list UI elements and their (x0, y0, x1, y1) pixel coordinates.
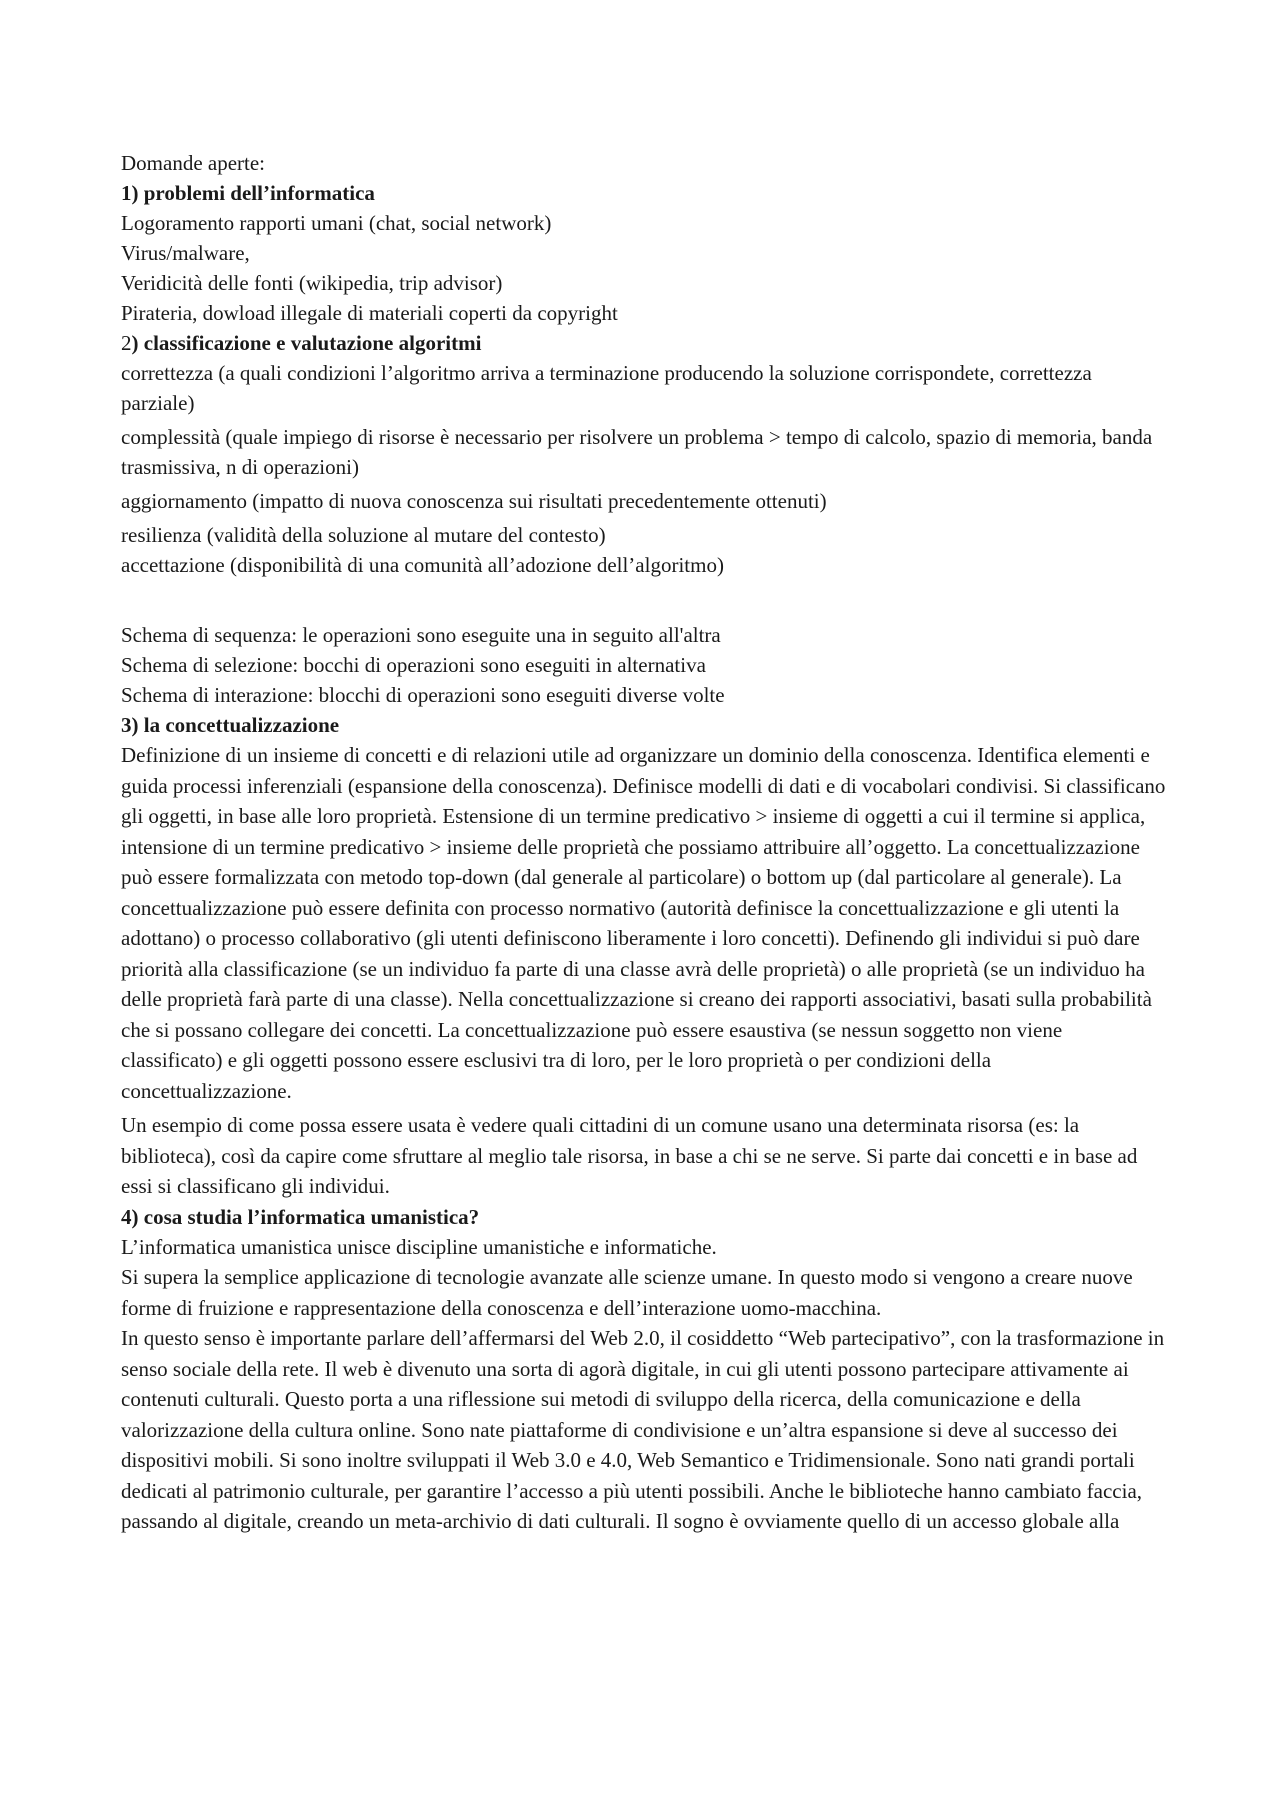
q4-line: Si supera la semplice applicazione di tecnologie avanzate alle scienze umane. In questo modo si vengono a creare nuove forme di fruizione e rappresentazione della conoscenza e dell’interazione uomo-macchina. (121, 1265, 1133, 1320)
q2-schema: Schema di selezione: bocchi di operazioni sono eseguiti in alternativa (121, 653, 706, 677)
q3-paragraph: Un esempio di come possa essere usata è vedere quali cittadini di un comune usano una determinata risorsa (es: la biblioteca), così da capire come sfruttare al meglio tale risorsa, in base a chi se ne serve. Si parte dai concetti e in base ad essi si classificano gli individui. (121, 1113, 1138, 1198)
q2-schema: Schema di interazione: blocchi di operazioni sono eseguiti diverse volte (121, 683, 725, 707)
question-1-heading: 1) problemi dell’informatica (121, 181, 375, 205)
q4-line: L’informatica umanistica unisce discipline umanistiche e informatiche. (121, 1234, 717, 1259)
q2-item: aggiornamento (impatto di nuova conoscenza sui risultati precedentemente ottenuti) (121, 489, 827, 513)
question-3-heading: 3) la concettualizzazione (121, 713, 340, 737)
q2-item: accettazione (disponibilità di una comunità all’adozione dell’algoritmo) (121, 553, 724, 577)
document-page (121, 148, 1166, 1537)
q4-line: In questo senso è importante parlare dell’affermarsi del Web 2.0, il cosiddetto “Web partecipativo”, con la trasformazione in senso sociale della rete. Il web è divenuto una sorta di agorà digitale, in cui gli utenti possono partecipare attivamente ai contenuti culturali. Questo porta a una riflessione sui metodi di sviluppo della ricerca, della comunicazione e della valorizzazione della cultura online. Sono nate piattaforme di condivisione e un’altra espansione si deve al successo dei dispositivi mobili. Si sono inoltre sviluppati il Web 3.0 e 4.0, Web Semantico e Tridimensionale. Sono nati grandi portali dedicati al patrimonio culturale, per garantire l’accesso a più utenti possibili. Anche le biblioteche hanno cambiato faccia, passando al digitale, creando un meta-archivio di dati culturali. Il sogno è ovviamente quello di un accesso globale alla (121, 1326, 1165, 1533)
q2-item: correttezza (a quali condizioni l’algoritmo arriva a terminazione producendo la soluzione corrispondete, correttezza parziale) (121, 361, 1092, 415)
q2-schema: Schema di sequenza: le operazioni sono eseguite una in seguito all'altra (121, 623, 721, 647)
q3-paragraph: Definizione di un insieme di concetti e di relazioni utile ad organizzare un dominio della conoscenza. Identifica elementi e guida processi inferenziali (espansione della conoscenza). Definisce modelli di dati e di vocabolari condivisi. Si classificano gli oggetti, in base alle loro proprietà. Estensione di un termine predicativo > insieme di oggetti a cui il termine si applica, intensione di un termine predicativo > insieme delle proprietà che possiamo attribuire all’oggetto. La concettualizzazione può essere formalizzata con metodo top-down (dal generale al particolare) o bottom up (dal particolare al generale). La concettualizzazione può essere definita con processo normativo (autorità definisce la concettualizzazione e gli utenti la adottano) o processo collaborativo (gli utenti definiscono liberamente i loro concetti). Definendo gli individui si può dare priorità alla classificazione (se un individuo fa parte di una classe avrà delle proprietà) o alle proprietà (se un individuo ha delle proprietà farà parte di una classe). Nella concettualizzazione si creano dei rapporti associativi, basati sulla probabilità che si possano collegare dei concetti. La concettualizzazione può essere esaustiva (se nessun soggetto non viene classificato) e gli oggetti possono essere esclusivi tra di loro, per le loro proprietà o per condizioni della concettualizzazione. (121, 743, 1166, 1103)
question-2-title: ) classificazione e valutazione algoritmi (131, 331, 482, 355)
q2-item: complessità (quale impiego di risorse è necessario per risolvere un problema > tempo di calcolo, spazio di memoria, banda trasmissiva, n di operazioni) (121, 425, 1153, 479)
q1-line: Pirateria, dowload illegale di materiali coperti da copyright (121, 301, 618, 325)
q2-item: resilienza (validità della soluzione al mutare del contesto) (121, 523, 606, 547)
q1-line: Logoramento rapporti umani (chat, social network) (121, 211, 552, 235)
q1-line: Veridicità delle fonti (wikipedia, trip advisor) (121, 271, 503, 295)
question-2-heading (121, 328, 1166, 358)
question-4-heading: 4) cosa studia l’informatica umanistica? (121, 1204, 480, 1229)
document-intro: Domande aperte: (121, 151, 266, 175)
question-2-number: 2 (121, 331, 132, 355)
q1-line: Virus/malware, (121, 241, 250, 265)
